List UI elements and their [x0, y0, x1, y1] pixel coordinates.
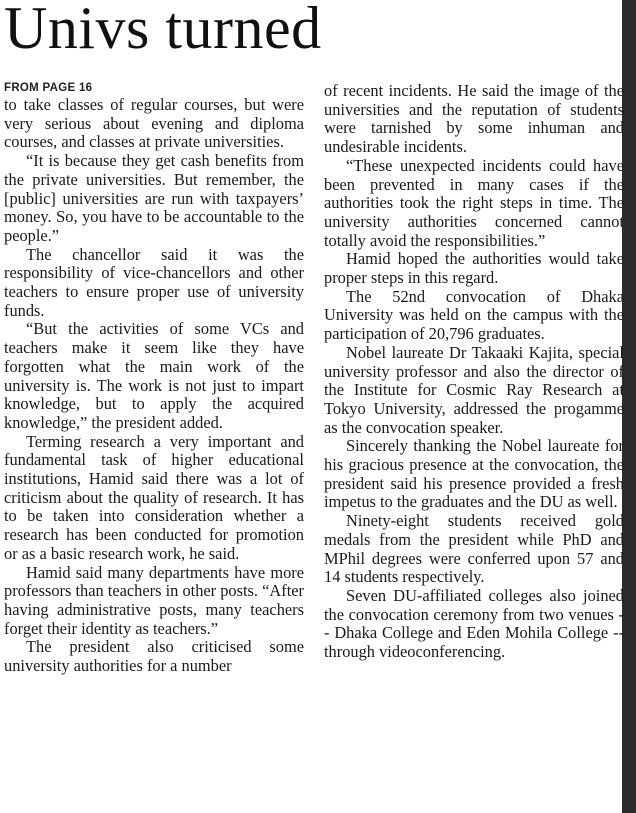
article-column-right — [324, 82, 624, 662]
paragraph: Sincerely thanking the Nobel laureate for his gracious presence at the convocation, the president said his presence provided a fresh impetus to the graduates and the DU as well. — [324, 436, 624, 512]
paragraph: Hamid hoped the authorities would take proper steps in this regard. — [324, 249, 624, 288]
paragraph: to take classes of regular courses, but were very serious about evening and diploma courses, and classes at private universities. — [4, 95, 304, 152]
paragraph: The 52nd convocation of Dhaka University was held on the campus with the participation of 20,796 graduates. — [324, 286, 624, 344]
paragraph: Hamid said many departments have more professors than teachers in other posts. “After having administrative posts, many teachers forget their identity as teachers.” — [4, 562, 304, 638]
paragraph: “These unexpected incidents could have been prevented in many cases if the authorities took the right steps in time. The university authorities concerned cannot totally avoid the responsibilities.” — [324, 155, 624, 250]
article-column-left — [4, 80, 304, 676]
paragraph: The chancellor said it was the responsibility of vice-chancellors and other teachers to ensure proper use of university funds. — [4, 244, 304, 320]
paragraph: “It is because they get cash benefits from the private universities. But remember, the [public] universities are run with taxpayers’ money. So, you have to be accountable to the people.” — [4, 151, 304, 245]
paragraph: Ninety-eight students received gold medals from the president while PhD and MPhil degrees were conferred upon 57 and 14 students respectively. — [324, 511, 624, 587]
paragraph: Seven DU-affiliated colleges also joined the convocation ceremony from two venues -- Dhaka College and Eden Mohila College -- through videoconferencing. — [324, 585, 624, 662]
headline: Univs turned — [4, 0, 322, 61]
jumpline: FROM PAGE 16 — [4, 82, 93, 94]
paragraph: Terming research a very important and fundamental task of higher educational institutions, Hamid said there was a lot of criticism about the quality of research. It has to be taken into consideration whether a research has been conducted for promotion or as a basic research work, he said. — [4, 431, 304, 563]
paragraph: The president also criticised some university authorities for a number — [4, 637, 304, 676]
page-edge-shadow — [622, 0, 636, 813]
paragraph: “But the activities of some VCs and teachers make it seem like they have forgotten what the main work of the university is. The work is not just to impart knowledge, but to apply the acquired knowledge,” the president added. — [4, 319, 304, 432]
paragraph: Nobel laureate Dr Takaaki Kajita, special university professor and also the director of the Institute for Cosmic Ray Research at Tokyo University, addressed the progamme as the convocation speaker. — [324, 342, 624, 437]
paragraph: of recent incidents. He said the image of the universities and the reputation of students were tarnished by some inhuman and undesirable incidents. — [324, 81, 624, 157]
